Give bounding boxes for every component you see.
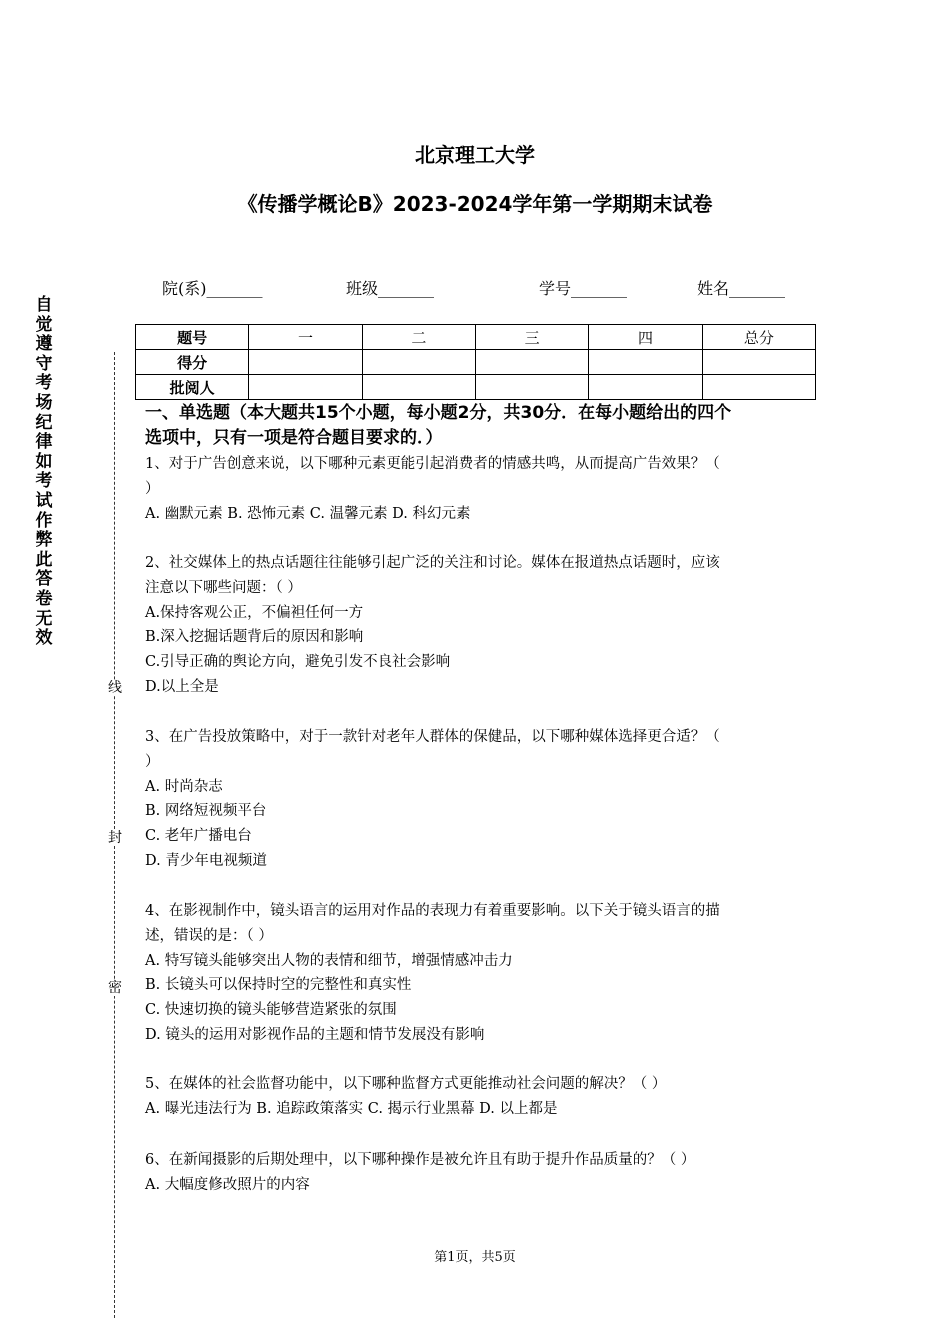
score-table-row [136, 375, 816, 400]
question-option: D. 镜头的运用对影视作品的主题和情节发展没有影响 [145, 1026, 485, 1043]
question-option: D. 青少年电视频道 [145, 852, 267, 869]
score-table-row [136, 350, 816, 375]
question-option: D.以上全是 [145, 678, 219, 695]
question-option: A. 曝光违法行为 B. 追踪政策落实 C. 揭示行业黑幕 D. 以上都是 [145, 1100, 558, 1117]
question-stem: 注意以下哪些问题：（ ） [145, 579, 302, 596]
grader-cell [702, 375, 815, 400]
question-stem: 1、对于广告创意来说，以下哪种元素更能引起消费者的情感共鸣，从而提高广告效果？（ [145, 456, 720, 472]
question-option: A. 大幅度修改照片的内容 [145, 1176, 310, 1193]
question-stem: ） [145, 753, 160, 770]
grader-cell [589, 375, 702, 400]
score-table [135, 324, 816, 400]
question-option: B.深入挖掘话题背后的原因和影响 [145, 629, 364, 646]
question-1 [145, 452, 815, 526]
question-option: A. 幽默元素 B. 恐怖元素 C. 温馨元素 D. 科幻元素 [145, 505, 471, 522]
department-field: 院(系)_______ [162, 279, 263, 298]
score-table-header: 二 [362, 325, 475, 350]
question-option: B. 网络短视频平台 [145, 803, 267, 820]
question-option: C. 老年广播电台 [145, 828, 252, 845]
binding-mark-line: 线 [108, 680, 122, 696]
page-number: 第1页，共5页 [434, 1250, 516, 1265]
question-3 [145, 725, 815, 874]
question-stem: 述，错误的是：（ ） [145, 927, 273, 944]
score-table-header: 一 [249, 325, 362, 350]
score-row-label: 得分 [136, 350, 249, 375]
score-table-header: 四 [589, 325, 702, 350]
question-option: B. 长镜头可以保持时空的完整性和真实性 [145, 977, 412, 994]
question-option: C.引导正确的舆论方向，避免引发不良社会影响 [145, 654, 451, 671]
question-option: A.保持客观公正，不偏袒任何一方 [145, 604, 364, 621]
question-2 [145, 551, 815, 700]
grader-row-label: 批阅人 [136, 375, 249, 400]
question-4 [145, 899, 815, 1048]
score-cell [589, 350, 702, 375]
grader-cell [249, 375, 362, 400]
question-option: A. 时尚杂志 [145, 778, 223, 795]
grader-cell [475, 375, 588, 400]
exam-title: 《传播学概论B》2023-2024学年第一学期期末试卷 [237, 192, 713, 216]
question-stem: 3、在广告投放策略中，对于一款针对老年人群体的保健品，以下哪种媒体选择更合适？（ [145, 729, 720, 745]
section-heading-line: 选项中，只有一项是符合题目要求的．） [145, 428, 443, 448]
university-name: 北京理工大学 [415, 143, 535, 167]
question-stem: 5、在媒体的社会监督功能中，以下哪种监督方式更能推动社会问题的解决？（ ） [145, 1076, 667, 1092]
question-option: C. 快速切换的镜头能够营造紧张的氛围 [145, 1002, 397, 1019]
score-table-header: 总分 [702, 325, 815, 350]
question-stem: 2、社交媒体上的热点话题往往能够引起广泛的关注和讨论。媒体在报道热点话题时，应该 [145, 555, 720, 571]
score-cell [362, 350, 475, 375]
question-5 [145, 1072, 815, 1122]
score-cell [702, 350, 815, 375]
student-id-field: 学号_______ [539, 279, 628, 298]
binding-mark-secret: 密 [108, 980, 122, 996]
binding-notice: 自觉遵守考场纪律如考试作弊此答卷无效 [35, 295, 53, 649]
question-stem: 4、在影视制作中，镜头语言的运用对作品的表现力有着重要影响。以下关于镜头语言的描 [145, 903, 720, 919]
score-table-header-row [136, 325, 816, 350]
section-heading-line: 一、单选题（本大题共15个小题，每小题2分，共30分．在每小题给出的四个 [145, 403, 732, 423]
student-info-row [0, 276, 950, 298]
section-heading [145, 401, 820, 451]
question-stem: 6、在新闻摄影的后期处理中，以下哪种操作是被允许且有助于提升作品质量的？（ ） [145, 1152, 696, 1168]
question-option: A. 特写镜头能够突出人物的表情和细节，增强情感冲击力 [145, 952, 513, 969]
score-cell [249, 350, 362, 375]
class-field: 班级_______ [346, 279, 435, 298]
question-stem: ） [145, 480, 160, 497]
score-cell [475, 350, 588, 375]
score-table-header: 题号 [136, 325, 249, 350]
binding-mark-seal: 封 [108, 830, 122, 846]
question-6 [145, 1148, 815, 1198]
grader-cell [362, 375, 475, 400]
score-table-header: 三 [475, 325, 588, 350]
name-field: 姓名_______ [697, 279, 786, 298]
